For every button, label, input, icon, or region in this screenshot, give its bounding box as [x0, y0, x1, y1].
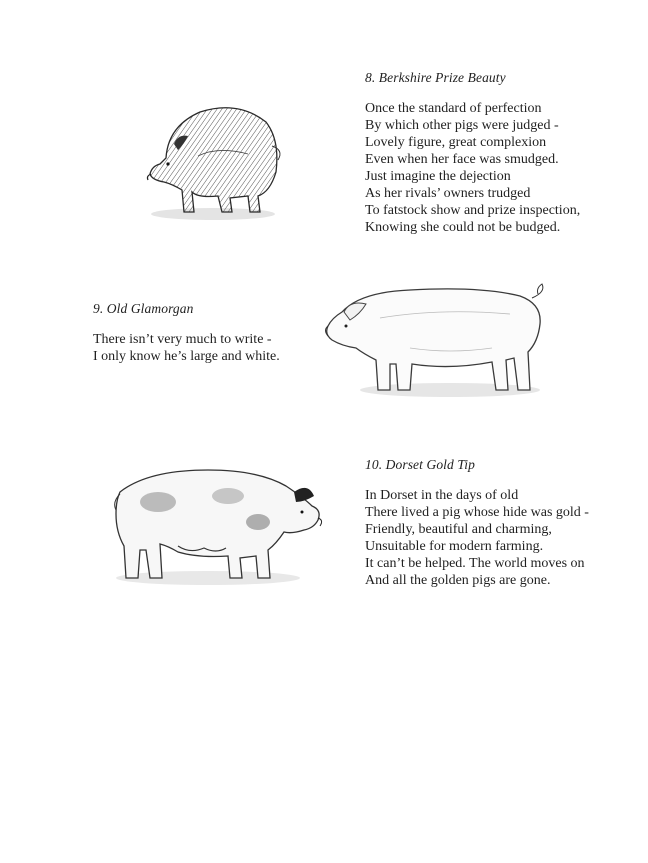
poem-line: Knowing she could not be budged.: [365, 220, 561, 235]
poem-title: 9. Old Glamorgan: [93, 301, 194, 316]
white-pig-illustration: [320, 278, 550, 406]
poem-dorset-gold-tip: [365, 457, 589, 589]
poem-body: [365, 487, 589, 589]
poem-body: [365, 100, 580, 236]
poem-line: As her rivals’ owners trudged: [365, 186, 531, 201]
poem-line: There lived a pig whose hide was gold -: [365, 505, 589, 520]
poem-old-glamorgan: [93, 301, 280, 365]
poem-line: To fatstock show and prize inspection,: [365, 203, 581, 218]
poem-line: Lovely figure, great complexion: [365, 135, 547, 150]
poem-line: I only know he’s large and white.: [93, 349, 280, 364]
poem-body: [93, 331, 280, 365]
poem-line: It can’t be helped. The world moves on: [365, 556, 585, 571]
poem-line: By which other pigs were judged -: [365, 118, 559, 133]
poem-line: And all the golden pigs are gone.: [365, 573, 551, 588]
poem-line: Even when her face was smudged.: [365, 152, 559, 167]
poem-line: Once the standard of perfection: [365, 101, 542, 116]
spotted-sow-illustration: [108, 462, 328, 592]
poem-line: Unsuitable for modern farming.: [365, 539, 544, 554]
poem-line: In Dorset in the days of old: [365, 488, 519, 503]
poem-title: 10. Dorset Gold Tip: [365, 457, 475, 472]
poem-line: Just imagine the dejection: [365, 169, 511, 184]
poem-line: Friendly, beautiful and charming,: [365, 522, 552, 537]
poem-berkshire-prize-beauty: [365, 70, 580, 236]
poem-line: There isn’t very much to write -: [93, 332, 272, 347]
poem-title: 8. Berkshire Prize Beauty: [365, 70, 506, 85]
black-pig-illustration: [138, 96, 288, 226]
